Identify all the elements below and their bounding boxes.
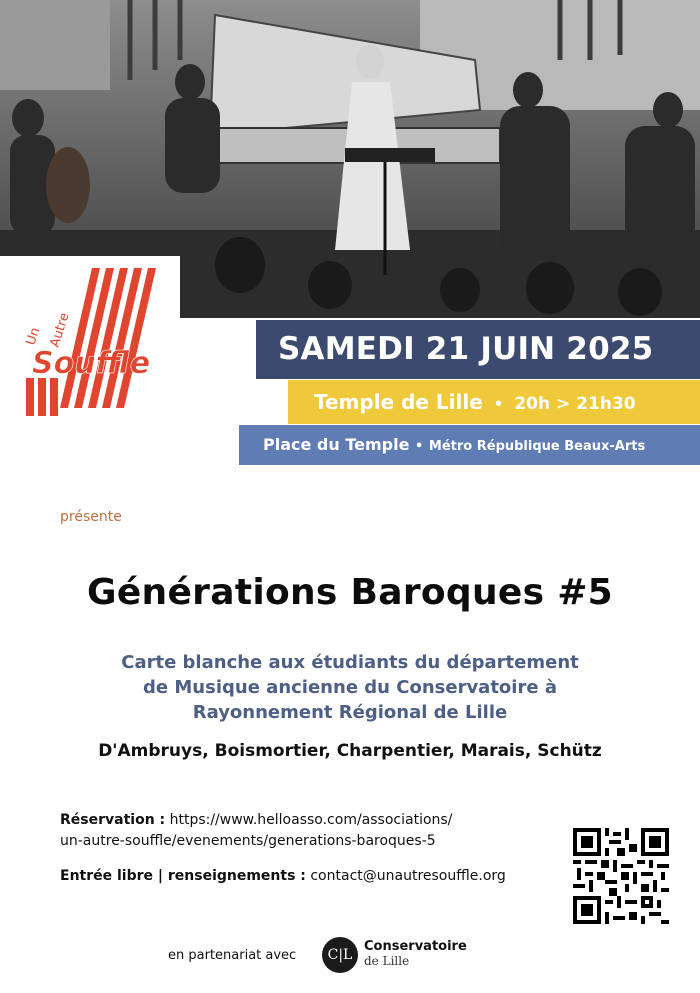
reservation-url-part-1[interactable]: https://www.helloasso.com/associations/: [169, 812, 453, 828]
reservation-line: [60, 810, 540, 852]
place-name: Place du Temple: [263, 435, 410, 454]
logo-text-un: Un: [23, 325, 44, 348]
logo-text-autre: Autre: [47, 311, 73, 350]
event-date: SAMEDI 21 JUIN 2025: [278, 331, 654, 367]
subtitle-line-1: Carte blanche aux étudiants du département: [121, 652, 579, 673]
metro-station: Métro République Beaux-Arts: [428, 439, 646, 454]
practical-info: [60, 810, 540, 887]
place-separator: •: [415, 439, 424, 454]
reservation-label: Réservation :: [60, 812, 166, 828]
conservatoire-logo-icon: C|L: [322, 937, 358, 973]
qr-code-icon: [573, 828, 669, 924]
contact-label: Entrée libre | renseignements :: [60, 868, 306, 884]
logo-text-souffle: Souffle: [32, 346, 151, 381]
subtitle-line-3: Rayonnement Régional de Lille: [192, 702, 508, 723]
conservatoire-name-line-1: Conservatoire: [364, 939, 467, 954]
partner-label: en partenariat avec: [168, 948, 297, 963]
composers-list: D'Ambruys, Boismortier, Charpentier, Marais, Schütz: [98, 741, 602, 761]
contact-email[interactable]: contact@unautresouffle.org: [310, 868, 506, 884]
venue-separator: •: [493, 395, 504, 413]
date-band: [256, 320, 700, 379]
un-autre-souffle-logo: [0, 256, 180, 426]
presente-label: présente: [60, 509, 122, 525]
conservatoire-name: [364, 939, 467, 969]
subtitle-line-2: de Musique ancienne du Conservatoire à: [143, 677, 557, 698]
logo-mark: [0, 256, 180, 426]
conservatoire-name-line-2: de Lille: [364, 954, 410, 968]
event-subtitle: [0, 650, 700, 725]
place-band: [239, 425, 700, 465]
event-title: Générations Baroques #5: [86, 572, 614, 613]
reservation-url-part-2[interactable]: un-autre-souffle/evenements/generations-baroques-5: [60, 833, 436, 849]
venue-band: [288, 380, 700, 424]
qr-code[interactable]: [573, 828, 669, 924]
contact-line: [60, 866, 540, 887]
event-time: 20h > 21h30: [514, 394, 636, 414]
venue-name: Temple de Lille: [314, 390, 483, 414]
